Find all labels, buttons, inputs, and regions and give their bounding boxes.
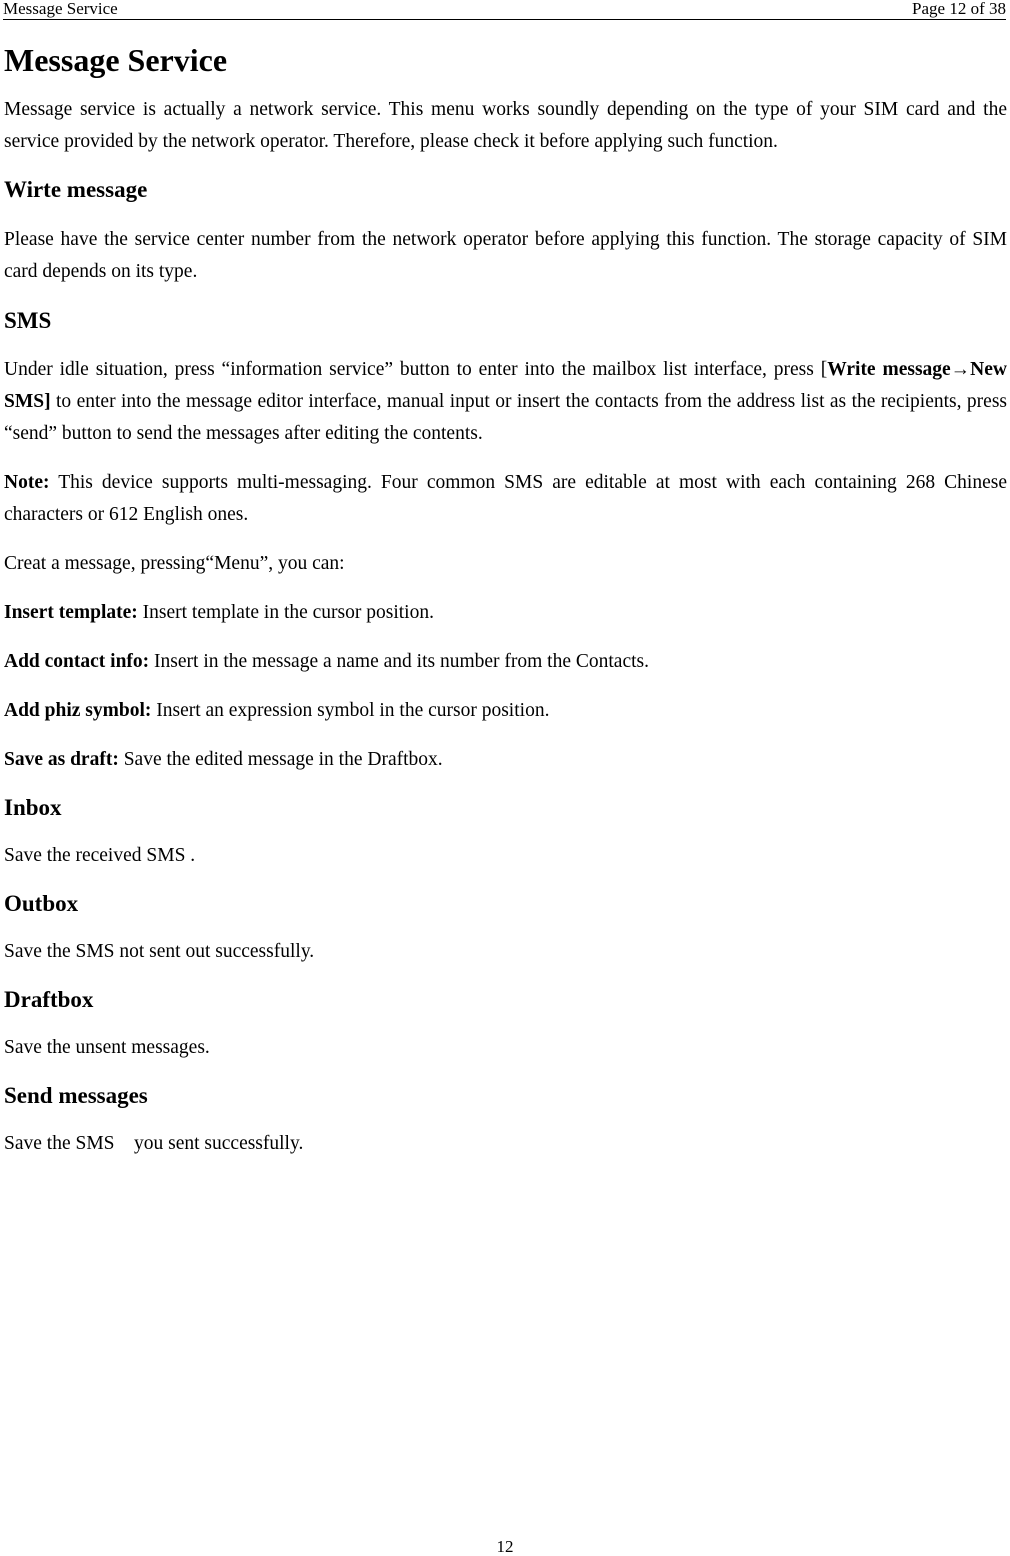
option-text: Insert template in the cursor position. xyxy=(137,602,434,623)
option-label: Save as draft: xyxy=(4,749,119,770)
inbox-paragraph: Save the received SMS . xyxy=(4,845,196,866)
draftbox-paragraph: Save the unsent messages. xyxy=(4,1037,210,1058)
option-label: Add contact info: xyxy=(4,651,150,672)
note-paragraph xyxy=(4,467,1007,531)
header-chapter-title: Message Service xyxy=(3,0,118,18)
section-heading-send-messages: Send messages xyxy=(4,1083,148,1108)
note-text: This device supports multi-messaging. Four common SMS are editable at most with each containing 268 Chinese characters or 612 English ones. xyxy=(4,472,1007,525)
page-header xyxy=(3,0,1006,20)
sms-text-after: to enter into the message editor interface, manual input or insert the contacts from the address list as the recipients, press “send” button to send the messages after editing the contents. xyxy=(4,391,1007,444)
page-content xyxy=(4,40,1007,1160)
option-add-phiz-symbol xyxy=(4,695,1007,727)
write-message-paragraph: Please have the service center number from the network operator before applying this function. The storage capacity of SIM card depends on its type. xyxy=(4,229,1007,282)
option-save-as-draft xyxy=(4,744,1007,776)
intro-paragraph: Message service is actually a network service. This menu works soundly depending on the type of your SIM card and the service provided by the network operator. Therefore, please check it before applying such function. xyxy=(4,99,1007,152)
option-insert-template xyxy=(4,597,1007,629)
outbox-paragraph: Save the SMS not sent out successfully. xyxy=(4,941,315,962)
section-heading-outbox: Outbox xyxy=(4,891,79,916)
option-text: Save the edited message in the Draftbox. xyxy=(118,749,443,770)
section-heading-sms: SMS xyxy=(4,308,52,333)
section-heading-write-message: Wirte message xyxy=(4,177,148,202)
option-text: Insert an expression symbol in the cursor position. xyxy=(151,700,550,721)
option-label: Add phiz symbol: xyxy=(4,700,152,721)
section-heading-inbox: Inbox xyxy=(4,795,62,820)
page-number: 12 xyxy=(496,1537,514,1556)
page-title: Message Service xyxy=(4,42,228,78)
sms-text-before: Under idle situation, press “information service” button to enter into the mailbox list interface, press [ xyxy=(4,359,828,380)
option-add-contact-info xyxy=(4,646,1007,678)
section-heading-draftbox: Draftbox xyxy=(4,987,94,1012)
option-text: Insert in the message a name and its number from the Contacts. xyxy=(149,651,649,672)
option-label: Insert template: xyxy=(4,602,138,623)
sms-menu-path: Write message→New SMS] xyxy=(4,359,1008,412)
sms-paragraph xyxy=(4,354,1007,450)
creat-message-paragraph: Creat a message, pressing“Menu”, you can: xyxy=(4,553,345,574)
header-page-indicator: Page 12 of 38 xyxy=(912,0,1006,18)
send-messages-paragraph: Save the SMS you sent successfully. xyxy=(4,1133,304,1154)
note-label: Note: xyxy=(4,472,50,493)
